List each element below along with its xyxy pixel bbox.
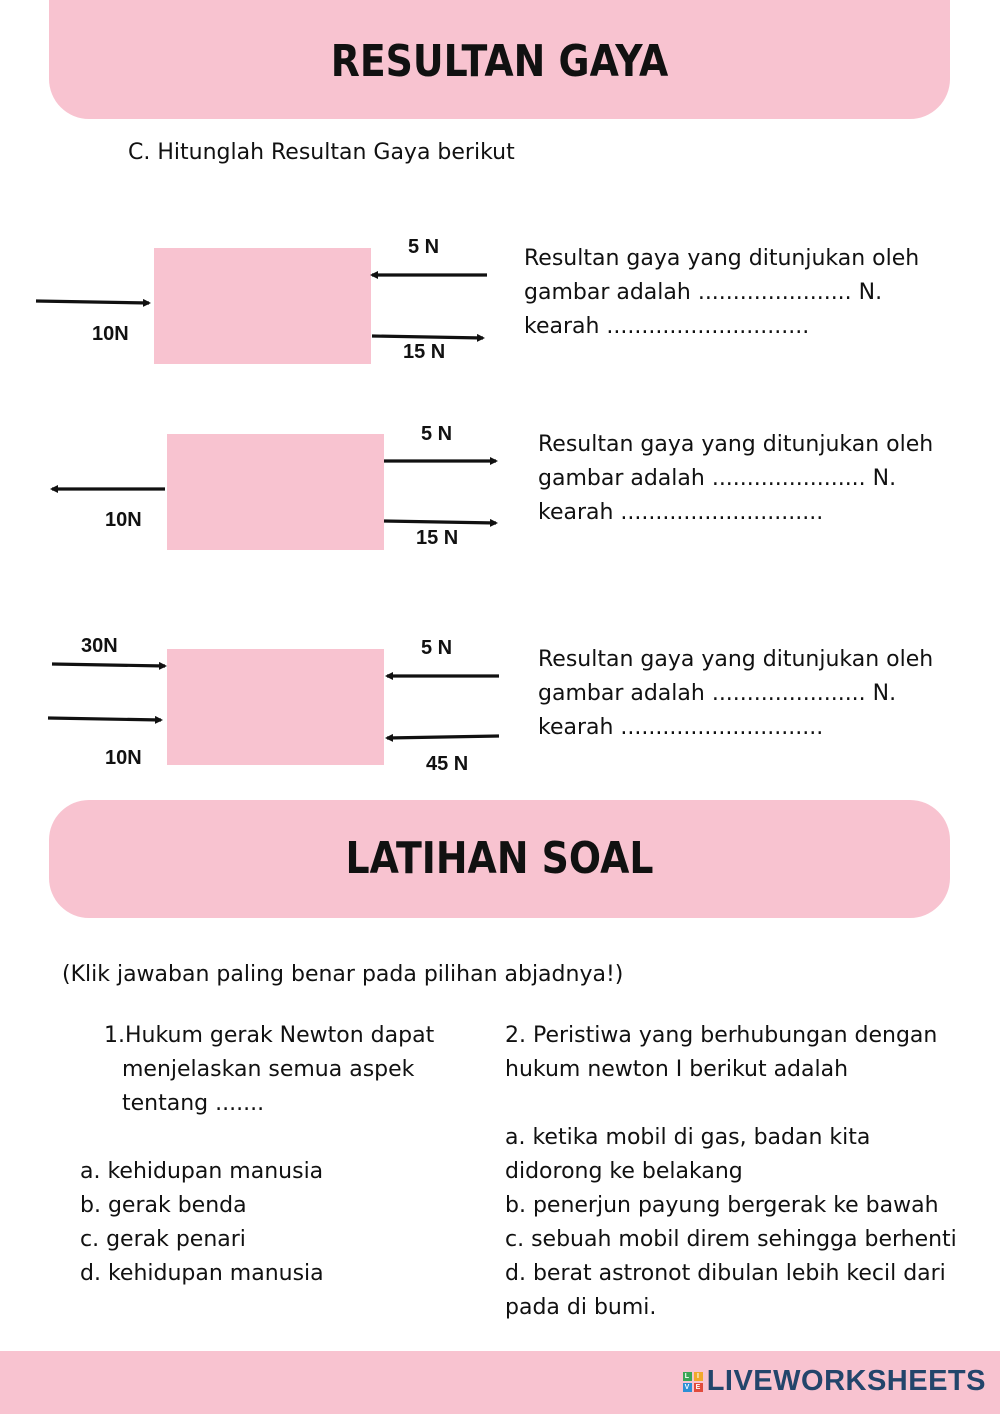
arrow-3-left [48,718,161,720]
force-label: 5 N [408,236,440,258]
answer-line: Resultan gaya yang ditunjukan oleh [538,432,934,457]
question-text: 2. Peristiwa yang berhubungan dengan [505,1023,938,1048]
question-text: Hukum gerak Newton dapat [125,1023,435,1048]
logo-text: LIVEWORKSHEETS [706,1365,986,1397]
question-1 [104,1019,434,1121]
force-label: 15 N [403,341,446,363]
force-label: 30N [81,635,118,657]
question-2-options [505,1121,957,1325]
answer-line-blank[interactable]: gambar adalah ...................... N. [524,280,883,305]
option-c[interactable]: c. gerak penari [80,1227,246,1252]
arrow-2-bottom-right [384,521,496,523]
force-label: 15 N [416,527,459,549]
question-text: menjelaskan semua aspek [122,1057,415,1082]
force-label: 10N [92,323,129,345]
option-d[interactable]: d. berat astronot dibulan lebih kecil dari [505,1261,946,1286]
logo-mark-icon: L I V E [684,1372,701,1391]
answer-line-blank[interactable]: kearah ............................. [538,500,824,525]
footer-bar [0,1351,1000,1414]
option-d-continued[interactable]: pada di bumi. [505,1295,657,1320]
arrow-3-top-left [52,664,165,666]
answer-line-blank[interactable]: kearah ............................. [524,314,810,339]
answer-block-1 [524,242,919,344]
option-a-continued[interactable]: didorong ke belakang [505,1159,743,1184]
liveworksheets-logo[interactable] [683,1365,986,1398]
arrow-1-left [36,301,149,303]
answer-block-3 [538,643,933,745]
question-text: tentang ....... [122,1091,265,1116]
arrow-3-bottom-right [387,736,499,738]
question-number: 1. [104,1023,125,1048]
section-title: RESULTAN GAYA [330,36,669,87]
option-c[interactable]: c. sebuah mobil direm sehingga berhenti [505,1227,957,1252]
option-b[interactable]: b. gerak benda [80,1193,247,1218]
section-title: LATIHAN SOAL [345,833,654,884]
question-1-options [80,1155,324,1291]
instruction-text: C. Hitunglah Resultan Gaya berikut [128,140,515,165]
arrow-1-bottom-right [372,336,483,338]
force-label: 45 N [426,753,469,775]
section-banner-latihan [49,800,950,918]
option-d[interactable]: d. kehidupan manusia [80,1261,324,1286]
option-a[interactable]: a. kehidupan manusia [80,1159,324,1184]
question-text: hukum newton I berikut adalah [505,1057,849,1082]
answer-line: Resultan gaya yang ditunjukan oleh [524,246,920,271]
option-b[interactable]: b. penerjun payung bergerak ke bawah [505,1193,939,1218]
answer-line-blank[interactable]: kearah ............................. [538,715,824,740]
answer-line: Resultan gaya yang ditunjukan oleh [538,647,934,672]
force-label: 5 N [421,423,453,445]
force-label: 5 N [421,637,453,659]
instruction-text: (Klik jawaban paling benar pada pilihan abjadnya!) [62,962,624,987]
force-label: 10N [105,509,142,531]
option-a[interactable]: a. ketika mobil di gas, badan kita [505,1125,871,1150]
question-2 [505,1019,937,1087]
answer-line-blank[interactable]: gambar adalah ...................... N. [538,681,897,706]
answer-block-2 [538,428,933,530]
force-label: 10N [105,747,142,769]
answer-line-blank[interactable]: gambar adalah ...................... N. [538,466,897,491]
